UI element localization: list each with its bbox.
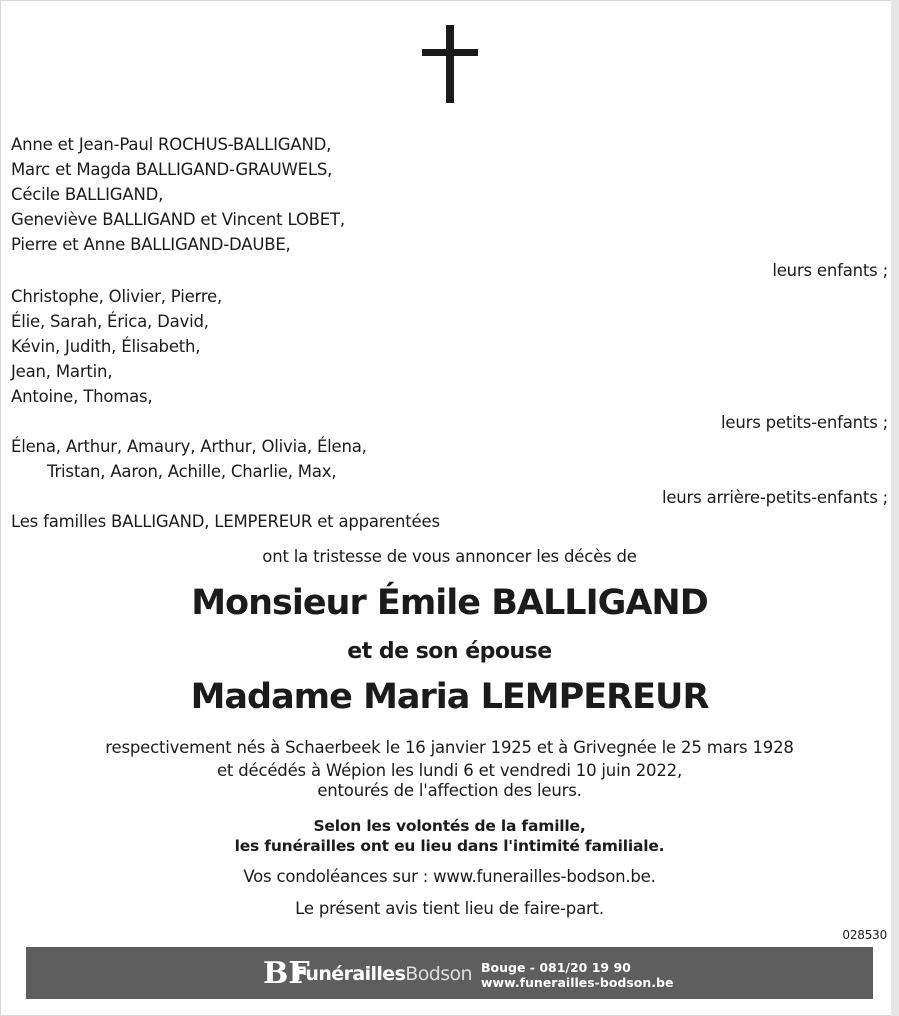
children-role: leurs enfants ; (772, 261, 888, 280)
grandchild-line: Christophe, Olivier, Pierre, (11, 287, 223, 306)
latin-cross-icon (422, 25, 478, 103)
child-line: Anne et Jean-Paul ROCHUS-BALLIGAND, (11, 135, 332, 154)
child-line: Marc et Magda BALLIGAND-GRAUWELS, (11, 160, 333, 179)
details-line: respectivement nés à Schaerbeek le 16 janvier 1925 et à Grivegnée le 25 mars 1928 (105, 738, 794, 757)
deceased-name-1: Monsieur Émile BALLIGAND (191, 583, 708, 623)
announcement-line: ont la tristesse de vous annoncer les décès de (262, 547, 637, 566)
wishes-line: Selon les volontés de la famille, (313, 817, 586, 835)
reference-number: 028530 (842, 928, 887, 942)
grandchildren-role: leurs petits-enfants ; (721, 413, 888, 432)
details-line: et décédés à Wépion les lundi 6 et vendredi 10 juin 2022, (216, 761, 682, 780)
condolences-line: Vos condoléances sur : www.funerailles-bodson.be. (243, 867, 656, 886)
connector-line: et de son épouse (347, 639, 552, 664)
brand-name-bold: Funérailles (294, 963, 406, 985)
notice-line: Le présent avis tient lieu de faire-part. (295, 899, 604, 918)
right-edge-bar (891, 0, 899, 1016)
great-grandchild-line: Élena, Arthur, Amaury, Arthur, Olivia, Élena, (11, 437, 367, 456)
phone-line: Bouge - 081/20 19 90 (481, 960, 631, 975)
child-line: Cécile BALLIGAND, (11, 185, 164, 204)
wishes-line: les funérailles ont eu lieu dans l'intimité familiale. (234, 837, 665, 855)
great-grandchild-line: Tristan, Aaron, Achille, Charlie, Max, (47, 462, 337, 481)
funeral-home-name (294, 962, 472, 986)
child-line: Pierre et Anne BALLIGAND-DAUBE, (11, 235, 291, 254)
brand-name-light: Bodson (405, 963, 472, 985)
grandchild-line: Antoine, Thomas, (11, 387, 153, 406)
contact-block (481, 960, 673, 990)
child-line: Geneviève BALLIGAND et Vincent LOBET, (11, 210, 345, 229)
great-grandchildren-role: leurs arrière-petits-enfants ; (661, 488, 888, 507)
details-line: entourés de l'affection des leurs. (317, 781, 582, 800)
grandchild-line: Élie, Sarah, Érica, David, (11, 312, 209, 331)
grandchild-line: Jean, Martin, (11, 362, 113, 381)
funeral-home-logo: BF (263, 956, 310, 991)
funeral-home-banner (26, 947, 873, 999)
deceased-name-2: Madame Maria LEMPEREUR (190, 677, 709, 717)
families-line: Les familles BALLIGAND, LEMPEREUR et apparentées (11, 512, 440, 531)
website-line: www.funerailles-bodson.be (481, 975, 674, 990)
grandchild-line: Kévin, Judith, Élisabeth, (11, 337, 201, 356)
